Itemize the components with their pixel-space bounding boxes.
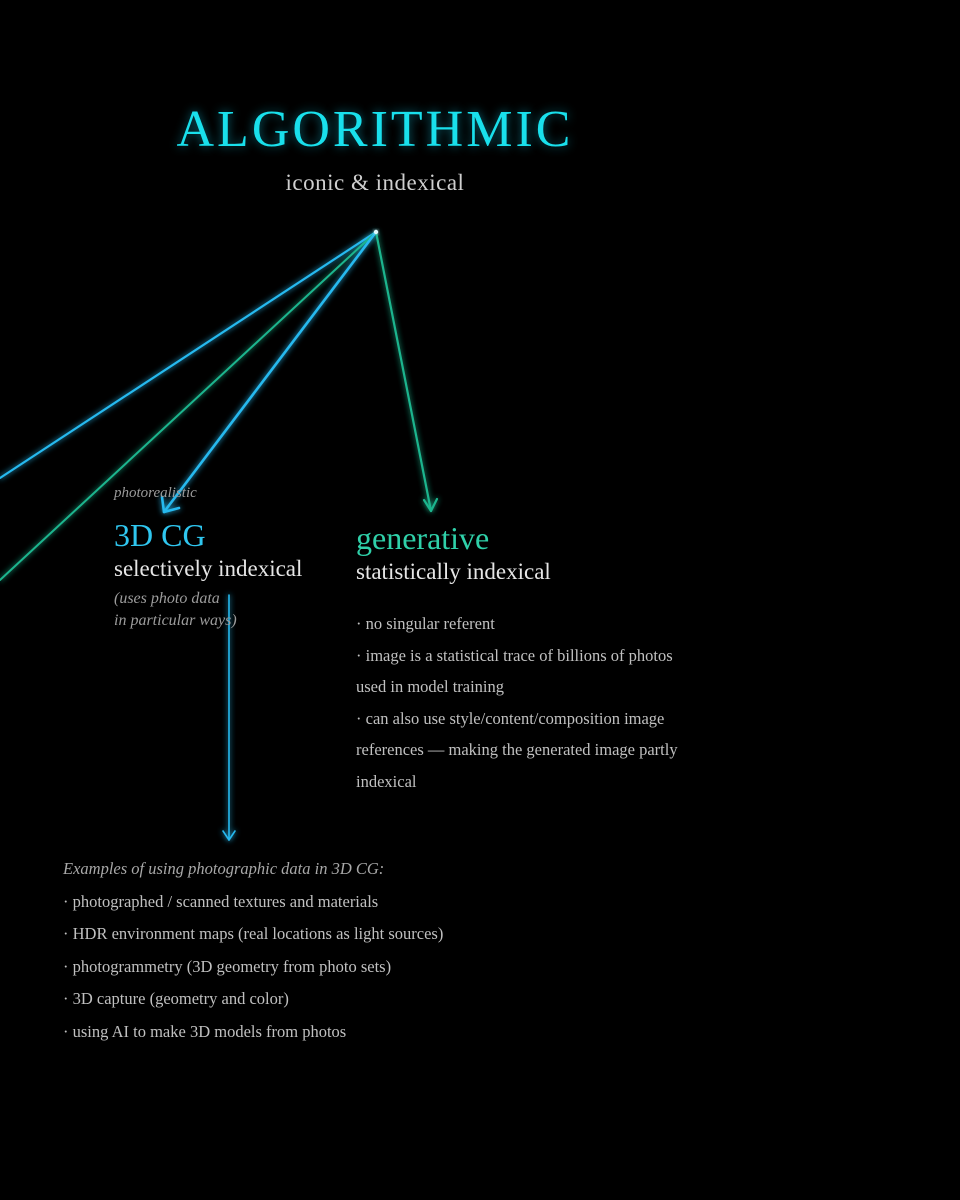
arrow-to-3dcg	[164, 232, 376, 512]
note-line: (uses photo data	[114, 590, 220, 607]
list-item: · 3D capture (geometry and color)	[63, 989, 289, 1008]
node-3d-cg-subtitle: selectively indexical	[114, 556, 303, 581]
examples-list	[63, 853, 443, 1048]
bullet-line: · can also use style/content/composition image	[356, 708, 665, 728]
bullet-line: · image is a statistical trace of billions of photos	[356, 645, 673, 665]
node-3d-cg-note	[114, 588, 302, 632]
list-item: · HDR environment maps (real locations as light sources)	[63, 924, 444, 943]
node-3d-cg	[114, 485, 302, 632]
arrow-to-generative	[376, 232, 431, 511]
bullet-line: used in model training	[356, 677, 505, 696]
bullet-line: references — making the generated image partly	[356, 740, 678, 759]
bullet-line: · no singular referent	[356, 614, 495, 633]
node-generative-subtitle: statistically indexical	[356, 559, 551, 584]
node-generative-title: generative	[356, 520, 490, 556]
list-item: · photogrammetry (3D geometry from photo sets)	[63, 956, 392, 976]
list-item: · photographed / scanned textures and materials	[63, 891, 379, 911]
note-line: in particular ways)	[114, 612, 237, 629]
page-title: ALGORITHMIC	[176, 101, 574, 158]
node-generative	[356, 519, 551, 585]
node-3d-cg-kicker: photorealistic	[114, 485, 197, 501]
beam-origin	[374, 230, 378, 234]
bullet-line: indexical	[356, 771, 417, 791]
beam-left-blue	[0, 232, 376, 478]
examples-heading: Examples of using photographic data in 3D CG:	[63, 859, 385, 878]
page-subtitle: iconic & indexical	[285, 170, 465, 195]
node-3d-cg-title: 3D CG	[114, 517, 206, 553]
generative-bullets	[356, 608, 678, 797]
list-item: · using AI to make 3D models from photos	[63, 1021, 347, 1041]
